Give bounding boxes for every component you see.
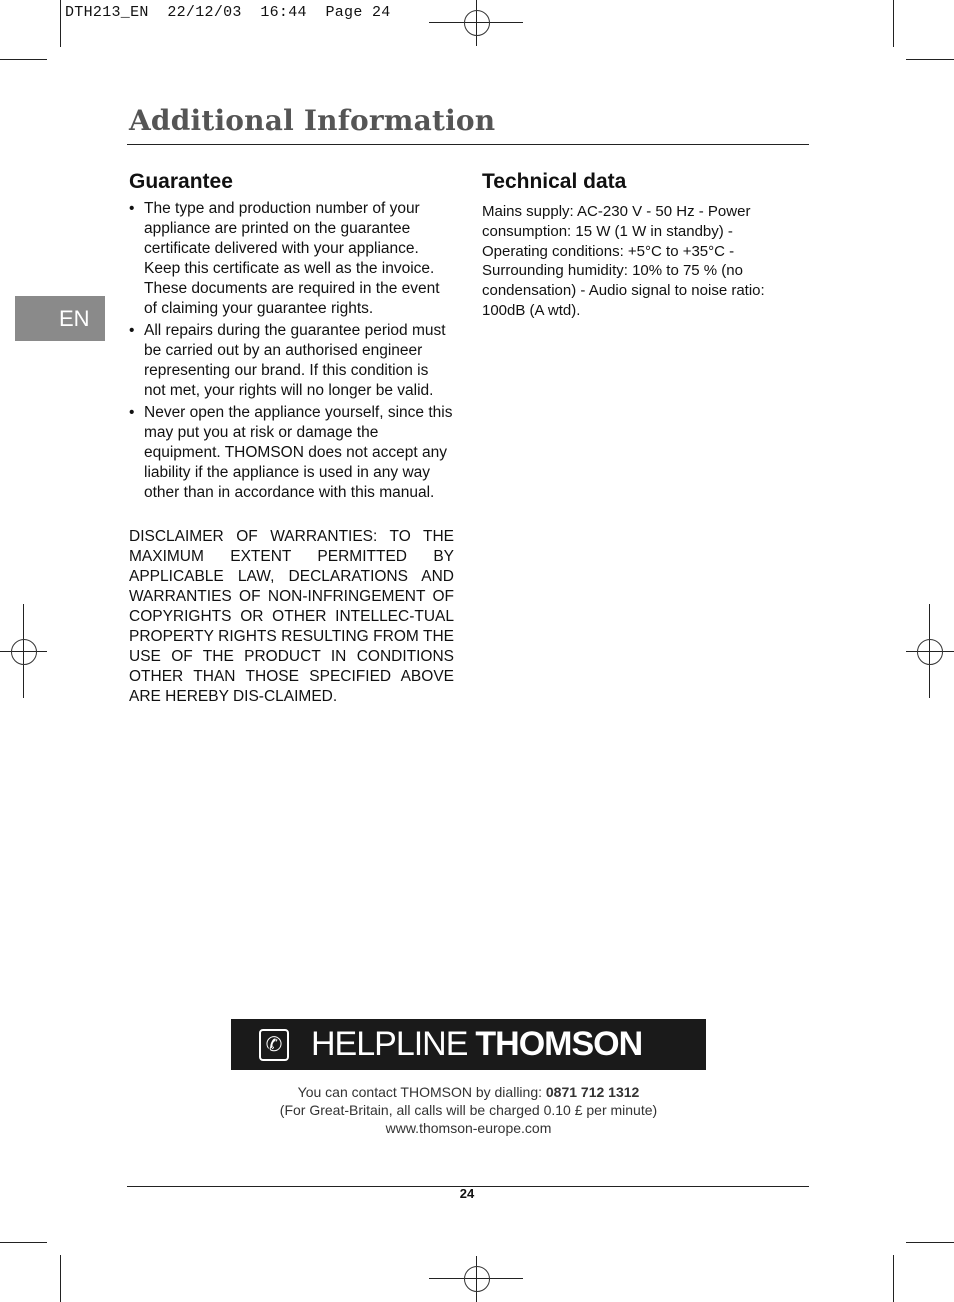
technical-heading: Technical data bbox=[482, 170, 627, 193]
crop-mark bbox=[893, 0, 894, 47]
website: www.thomson-europe.com bbox=[385, 1120, 552, 1136]
phone-number: 0871 712 1312 bbox=[545, 1084, 640, 1100]
technical-text: Mains supply: AC-230 V - 50 Hz - Power consumption: 15 W (1 W in standby) - Operating conditions: +5°C to +35°C - Surrounding humidity: 10% to 75 % (no condensation) - Audio signal to noise ratio: 100dB (A wtd). bbox=[482, 203, 765, 319]
crop-mark bbox=[893, 1255, 894, 1302]
page-number: 24 bbox=[459, 1186, 475, 1201]
phone-icon: ✆ bbox=[259, 1029, 289, 1061]
guarantee-bullet: • The type and production number of your appliance are printed on the guarantee certificate delivered with your appliance. Keep this certificate as well as the invoice. These documents are required in the event of claiming your guarantee rights. bbox=[129, 199, 454, 319]
crop-mark bbox=[0, 59, 47, 60]
helpline-word: HELPLINE bbox=[311, 1025, 468, 1063]
guarantee-list bbox=[129, 199, 454, 503]
charge-line bbox=[231, 1101, 706, 1119]
crop-mark bbox=[0, 1242, 47, 1243]
guarantee-heading: Guarantee bbox=[129, 170, 233, 193]
contact-line bbox=[231, 1083, 706, 1101]
contact-prefix: You can contact THOMSON by dialling: bbox=[297, 1084, 542, 1100]
language-tab bbox=[15, 296, 105, 341]
print-slug: DTH213_EN 22/12/03 16:44 Page 24 bbox=[65, 4, 391, 21]
registration-mark-icon bbox=[917, 639, 943, 665]
title-rule bbox=[127, 144, 809, 145]
language-tab-label: EN bbox=[59, 306, 90, 331]
guarantee-bullet: • All repairs during the guarantee period must be carried out by an authorised engineer representing our brand. If this condition is not met, your rights will no longer be valid. bbox=[129, 321, 454, 401]
crop-mark bbox=[906, 1242, 954, 1243]
guarantee-section bbox=[129, 170, 454, 707]
page-title: Additional Information bbox=[129, 104, 496, 137]
crop-mark bbox=[60, 0, 61, 47]
registration-mark-icon bbox=[464, 10, 490, 36]
helpline-banner bbox=[231, 1019, 706, 1070]
crop-mark bbox=[60, 1255, 61, 1302]
helpline-brand: THOMSON bbox=[475, 1025, 643, 1063]
guarantee-bullet: • Never open the appliance yourself, since this may put you at risk or damage the equipment. THOMSON does not accept any liability if the appliance is used in any way other than in accordance with this manual. bbox=[129, 403, 454, 503]
disclaimer-text: DISCLAIMER OF WARRANTIES: TO THE MAXIMUM EXTENT PERMITTED BY APPLICABLE LAW, DECLARATIONS AND WARRANTIES OF NON-INFRINGEMENT OF COPYRIGHTS OR OTHER INTELLEC-TUAL PROPERTY RIGHTS RESULTING FROM THE USE OF THE PRODUCT IN CONDITIONS OTHER THAN THOSE SPECIFIED ABOVE ARE HEREBY DIS-CLAIMED. bbox=[129, 528, 454, 705]
charge-prefix: (For Great-Britain, all calls will be charged bbox=[279, 1102, 540, 1118]
registration-mark-icon bbox=[464, 1266, 490, 1292]
registration-mark-icon bbox=[11, 639, 37, 665]
charge-rate: 0.10 £ per minute) bbox=[543, 1102, 658, 1118]
crop-mark bbox=[906, 59, 954, 60]
technical-section bbox=[482, 170, 782, 321]
